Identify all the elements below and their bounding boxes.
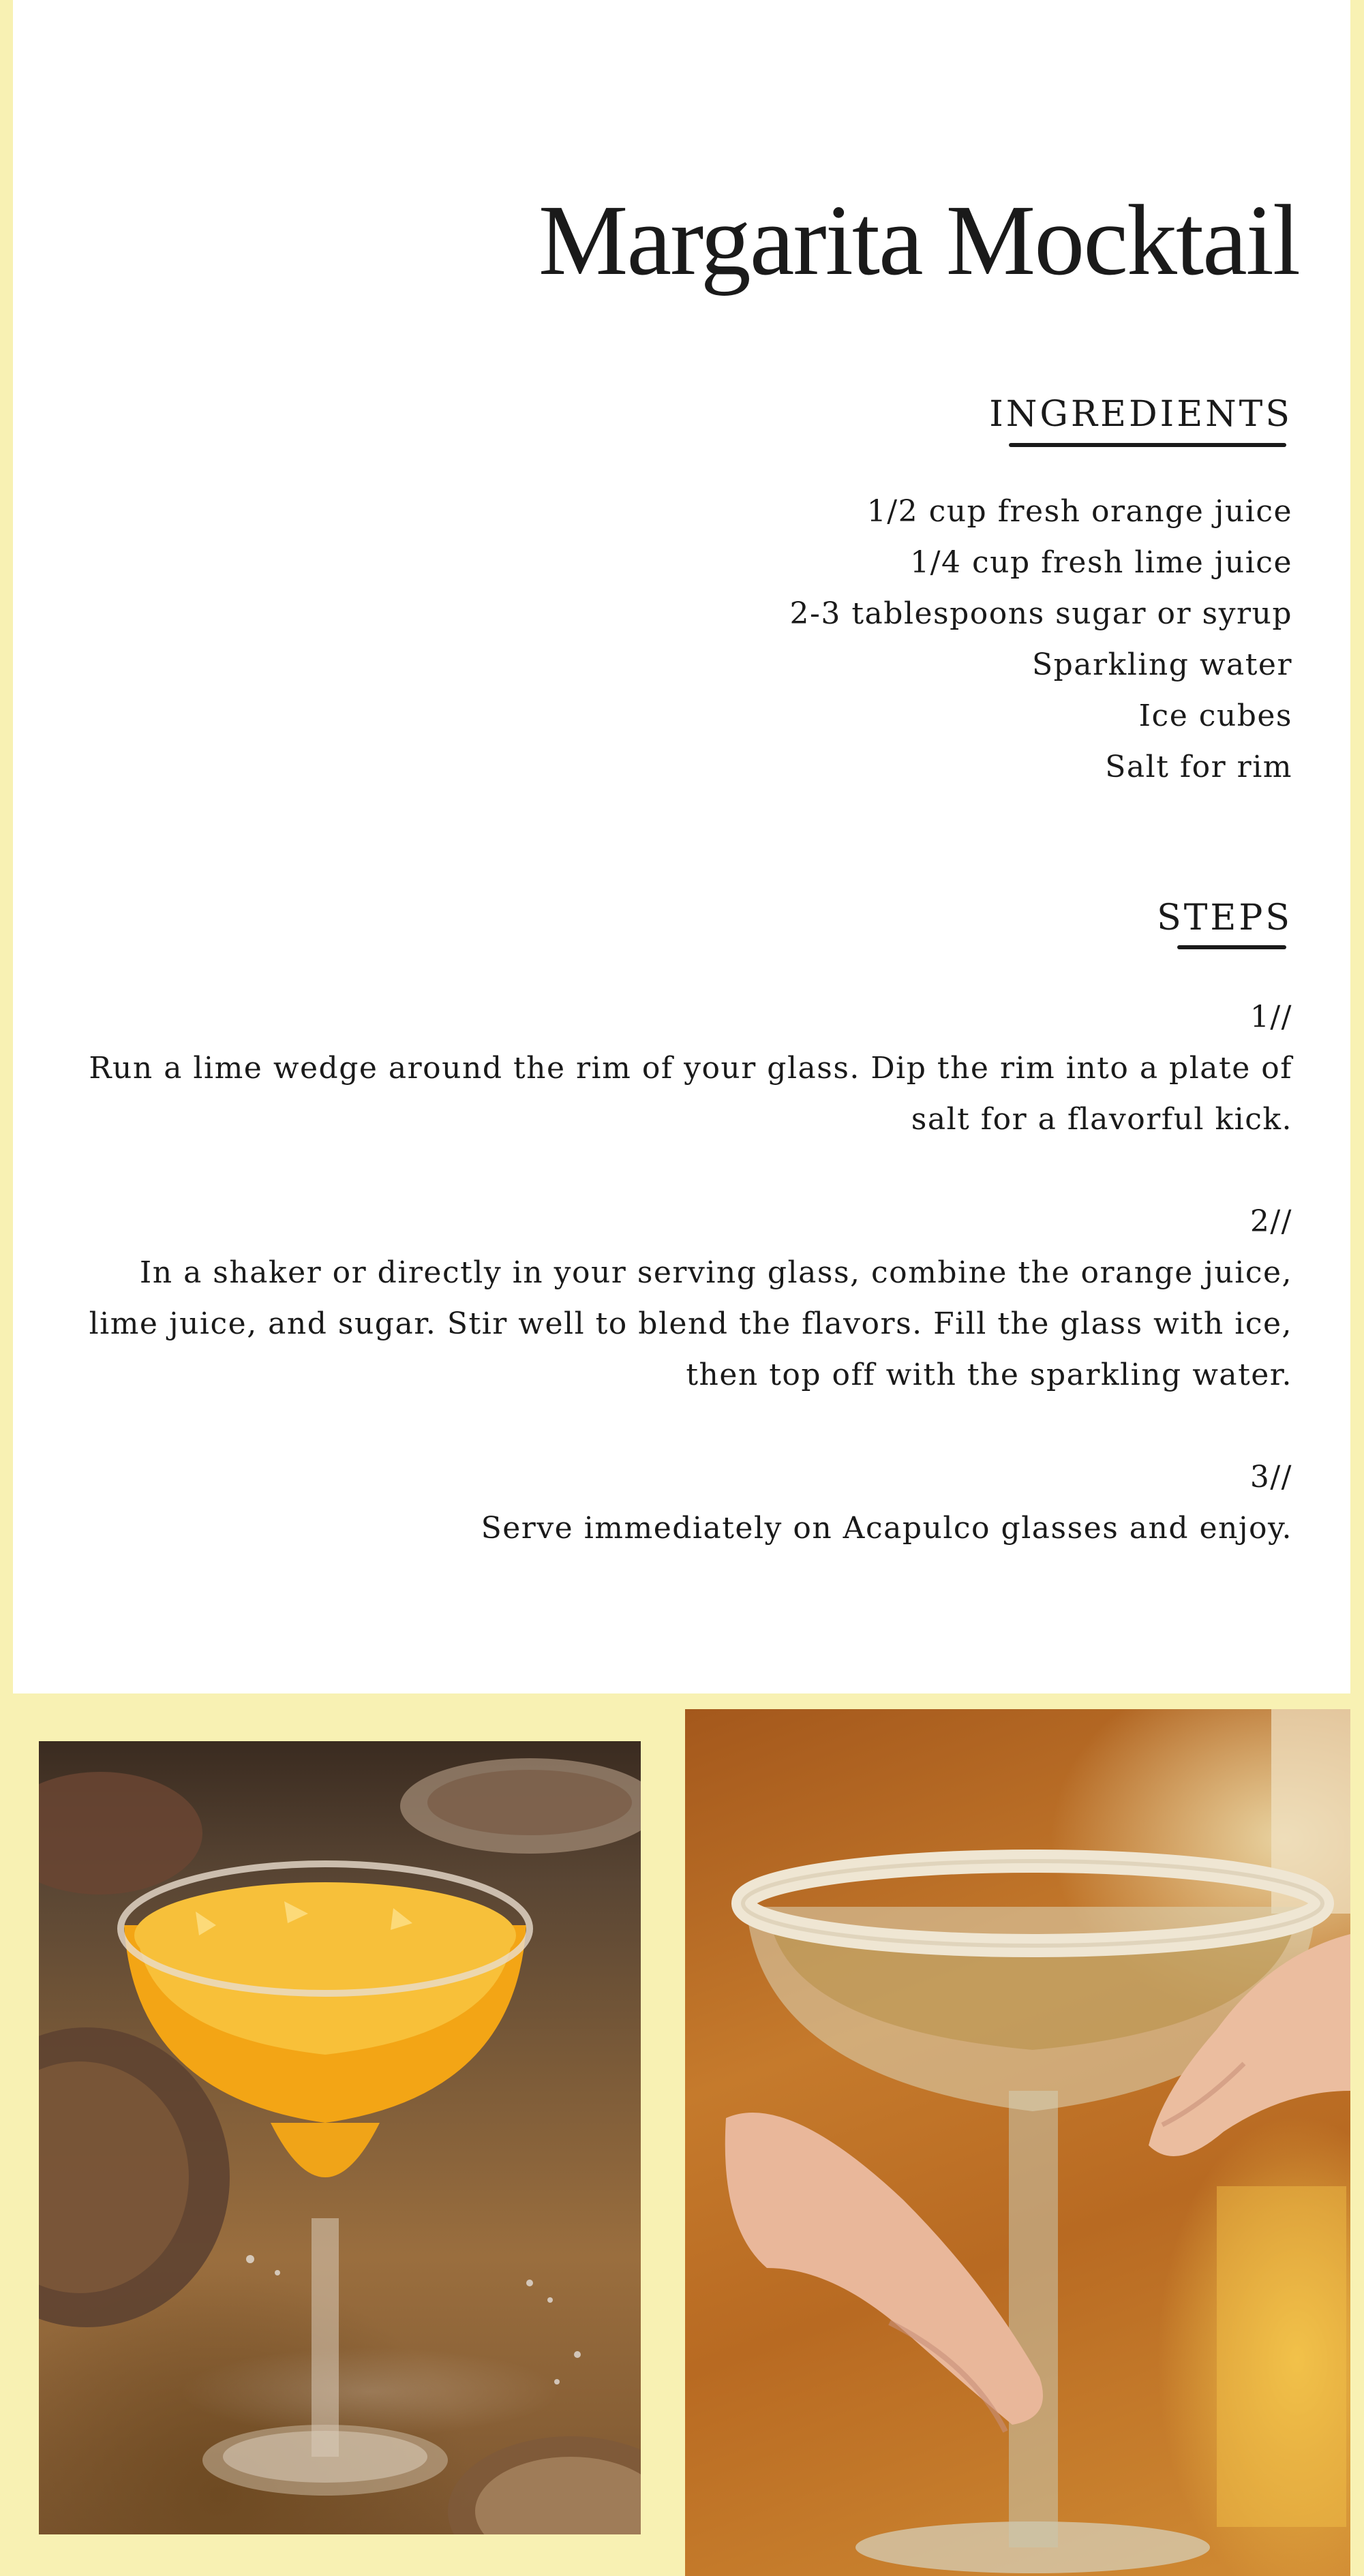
step-item bbox=[72, 992, 1292, 1145]
ingredient-item: 2-3 tablespoons sugar or syrup bbox=[789, 596, 1292, 631]
ingredient-item: Salt for rim bbox=[1105, 750, 1292, 784]
step-text: Serve immediately on Acapulco glasses and enjoy. bbox=[481, 1511, 1292, 1546]
hands-holding-glass-illustration bbox=[685, 1709, 1350, 2576]
step-number: 2// bbox=[1249, 1204, 1292, 1239]
hands-holding-glass-photo bbox=[685, 1709, 1350, 2576]
step-text: In a shaker or directly in your serving glass, combine the orange juice, lime juice, and sugar. Stir well to blend the flavors. Fill the glass with ice, then top off with the sparkling water. bbox=[89, 1255, 1292, 1392]
ingredient-item: 1/4 cup fresh lime juice bbox=[910, 545, 1292, 580]
ingredients-underline bbox=[1009, 443, 1286, 447]
mocktail-on-table-photo bbox=[39, 1741, 641, 2534]
ingredient-item: Ice cubes bbox=[1138, 699, 1292, 733]
step-item bbox=[72, 1196, 1292, 1400]
steps-list bbox=[72, 992, 1292, 1605]
ingredient-item: 1/2 cup fresh orange juice bbox=[866, 494, 1292, 529]
step-number: 1// bbox=[1249, 1000, 1292, 1034]
mocktail-on-table-illustration bbox=[39, 1741, 641, 2534]
recipe-card bbox=[13, 0, 1350, 1693]
recipe-title: Margarita Mocktail bbox=[538, 185, 1299, 296]
ingredient-item: Sparkling water bbox=[1031, 647, 1292, 682]
step-number: 3// bbox=[1249, 1460, 1292, 1494]
ingredients-heading: INGREDIENTS bbox=[989, 394, 1292, 435]
step-text: Run a lime wedge around the rim of your glass. Dip the rim into a plate of salt for a flavorful kick. bbox=[89, 1051, 1292, 1137]
step-item bbox=[72, 1452, 1292, 1554]
steps-heading: STEPS bbox=[1157, 898, 1292, 938]
ingredients-list bbox=[790, 486, 1292, 793]
steps-underline bbox=[1177, 945, 1286, 949]
